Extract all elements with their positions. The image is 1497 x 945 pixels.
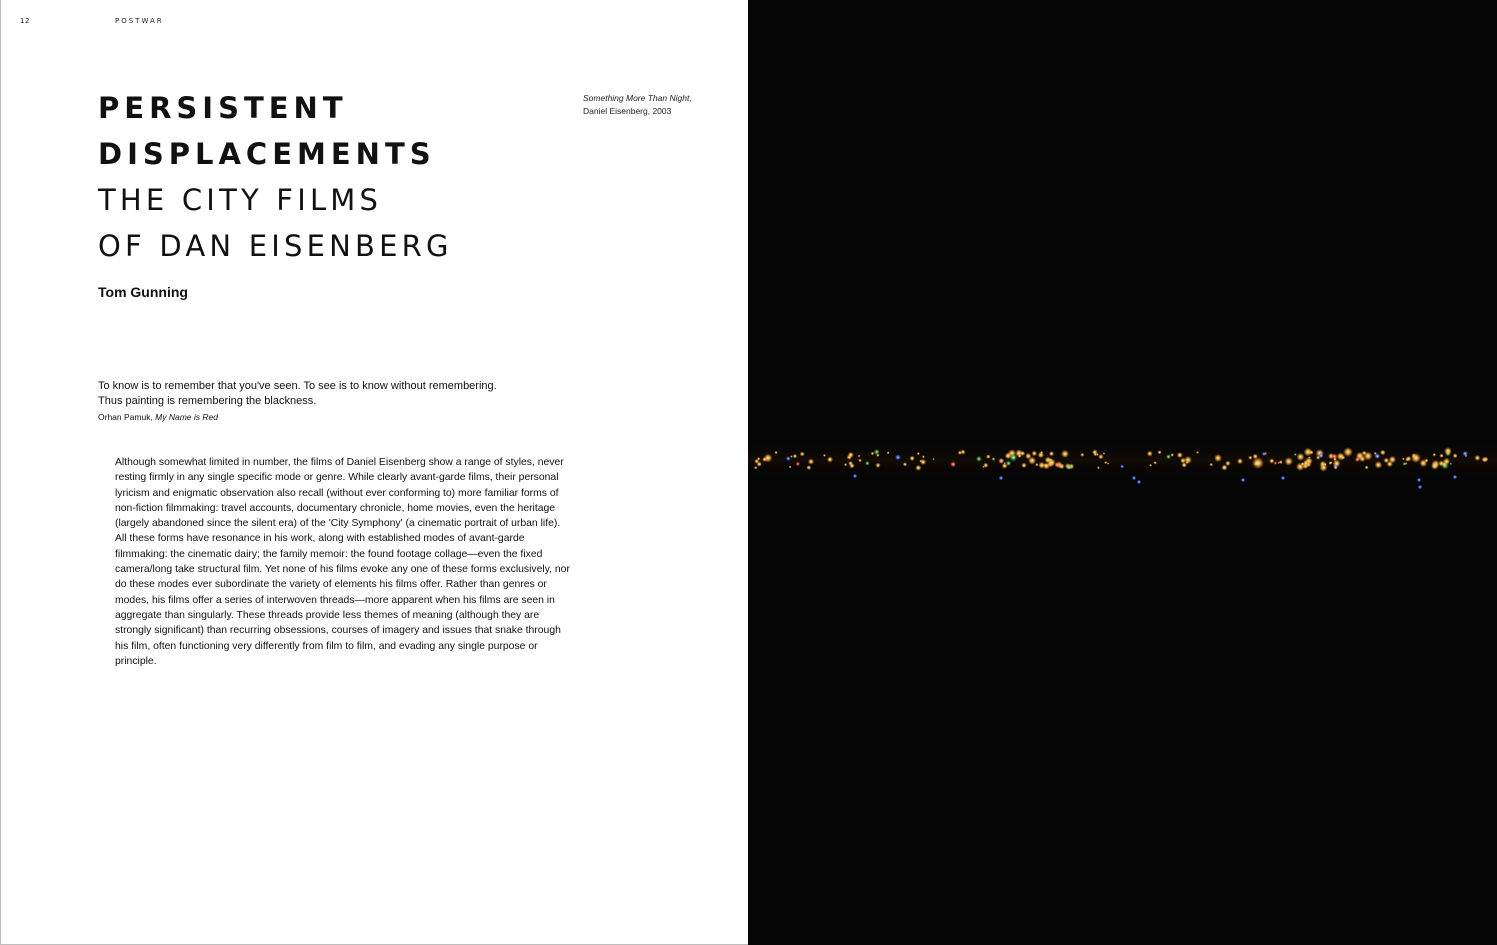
city-light <box>1031 451 1037 457</box>
city-light <box>1132 476 1137 481</box>
city-light <box>764 454 773 463</box>
city-light <box>1248 456 1252 460</box>
city-light <box>915 465 921 471</box>
city-light <box>991 457 995 461</box>
city-light <box>1137 480 1142 485</box>
city-light <box>774 451 777 454</box>
epigraph-work: My Name is Red <box>155 412 218 422</box>
city-light <box>1389 456 1397 464</box>
subtitle-line-2: OF DAN EISENBERG <box>98 229 453 263</box>
city-light <box>999 476 1004 481</box>
city-light <box>1269 458 1274 463</box>
city-light <box>1284 457 1293 466</box>
city-light <box>922 455 925 458</box>
city-light <box>808 459 814 465</box>
city-light <box>1453 453 1458 458</box>
city-light <box>1443 458 1450 465</box>
city-light <box>1154 461 1157 464</box>
city-light <box>754 466 757 469</box>
city-light <box>1433 453 1437 457</box>
image-caption <box>583 92 693 117</box>
caption-film-title: Something More Than Night <box>583 93 690 103</box>
city-light <box>1009 453 1018 462</box>
city-light <box>1364 452 1373 461</box>
city-light <box>1149 464 1152 467</box>
city-light <box>903 462 907 466</box>
city-light <box>1020 451 1025 456</box>
city-light <box>1214 454 1222 462</box>
city-light <box>1444 447 1452 455</box>
city-light <box>871 452 875 456</box>
city-light <box>950 461 956 467</box>
city-light <box>1308 456 1311 459</box>
city-light <box>998 458 1004 464</box>
city-light <box>1411 453 1421 463</box>
city-light <box>1439 454 1443 458</box>
city-light <box>1040 451 1043 454</box>
city-light <box>1177 452 1183 458</box>
city-light <box>1021 463 1027 469</box>
city-light <box>1061 450 1069 458</box>
city-light <box>1417 478 1422 483</box>
city-light <box>1431 462 1439 470</box>
city-light <box>1384 458 1390 464</box>
city-light <box>983 463 988 468</box>
city-light <box>786 456 791 461</box>
epigraph-source <box>98 412 218 422</box>
city-light <box>1324 463 1327 466</box>
city-light <box>844 463 847 466</box>
night-city-lights-photo <box>748 0 1497 945</box>
city-light <box>1104 461 1107 464</box>
city-light <box>874 449 880 455</box>
city-light <box>806 465 811 470</box>
city-light <box>800 452 805 457</box>
city-light <box>865 461 870 466</box>
city-light <box>789 466 792 469</box>
city-light <box>1318 453 1324 459</box>
city-light <box>1343 447 1353 457</box>
city-light <box>1424 459 1428 463</box>
city-light <box>1080 453 1084 457</box>
city-light <box>1097 466 1100 469</box>
article-title <box>98 85 558 269</box>
city-light <box>853 474 858 479</box>
city-light <box>1406 456 1412 462</box>
page-number: 12 <box>20 17 30 25</box>
city-light <box>1279 460 1283 464</box>
city-light <box>1376 455 1379 458</box>
city-light <box>910 456 915 461</box>
city-light <box>1054 462 1060 468</box>
epigraph-author: Orhan Pamuk, <box>98 412 156 422</box>
city-light <box>1107 462 1109 464</box>
city-light <box>796 462 801 467</box>
city-light <box>1380 450 1386 456</box>
city-light <box>754 459 759 464</box>
city-light <box>1365 466 1369 470</box>
right-page-photo <box>748 0 1497 945</box>
city-light <box>849 463 855 469</box>
city-light <box>1402 462 1406 466</box>
left-page <box>0 0 748 945</box>
city-light <box>1025 453 1031 459</box>
city-light <box>1170 453 1174 457</box>
city-light <box>1294 453 1297 456</box>
city-light <box>823 454 826 457</box>
city-light <box>1237 458 1243 464</box>
city-light <box>1262 452 1266 456</box>
city-light <box>827 456 833 462</box>
city-light <box>895 454 901 460</box>
title-line-1: PERSISTENT <box>98 91 348 125</box>
city-light <box>1092 449 1098 455</box>
city-light <box>1066 464 1072 470</box>
caption-credit: , Daniel Eisenberg, 2003 <box>583 93 692 116</box>
epigraph-quote: To know is to remember that you've seen. To see is to know without remembering. Thus painting is remembering the blackness. <box>98 380 497 407</box>
city-light <box>1004 462 1007 465</box>
city-light <box>1418 485 1423 490</box>
city-light <box>1402 458 1405 461</box>
city-light <box>1301 462 1305 466</box>
city-light <box>1049 451 1054 456</box>
city-light <box>1166 454 1171 459</box>
city-light <box>917 452 920 455</box>
city-light <box>1209 463 1213 467</box>
city-light <box>857 454 860 457</box>
subtitle-line-1: THE CITY FILMS <box>98 183 383 217</box>
city-light <box>1103 452 1106 455</box>
city-light <box>1482 457 1488 463</box>
city-light <box>1158 450 1162 454</box>
city-light <box>1296 453 1304 461</box>
city-light <box>1329 461 1333 465</box>
city-light <box>1252 457 1264 469</box>
city-light <box>1281 476 1286 481</box>
city-light <box>986 454 991 459</box>
city-light <box>1333 457 1337 461</box>
city-light <box>1453 475 1458 480</box>
city-light <box>1184 456 1192 464</box>
city-light <box>793 454 798 459</box>
running-head: POSTWAR <box>115 17 164 25</box>
city-light <box>1304 448 1313 457</box>
author-name: Tom Gunning <box>98 284 188 300</box>
city-light <box>1241 478 1246 483</box>
body-paragraph: Although somewhat limited in number, the films of Daniel Eisenberg show a range of styles, never resting firmly in any single specific mode or genre. While clearly avant-garde films, their personal lyricism and enigmatic observation also recall (without ever conforming to) more familiar forms of non-fiction filmmaking: travel accounts, documentary chronicle, home movies, even the heritage (largely abandoned since the silent era) of the 'City Symphony' (a cinematic portrait of urban life). All these forms have resonance in his work, along with established modes of avant-garde filmmaking: the cinematic dairy; the family memoir: the found footage collage—even the fixed camera/long take structural film. Yet none of his films evoke any one of these forms exclusively, nor do these modes ever subordinate the variety of elements his films offer. Rather than genres or modes, his films offer a series of interwoven threads—more apparent when his films are seen in aggregate than singularly. These threads provide less themes of meaning (although they are strongly significant) than recurring obsessions, courses of imagery and issues that snake through his film, often functioning very differently from film to film, and evading any single purpose or principle. <box>115 457 570 667</box>
city-light <box>858 459 862 463</box>
city-light <box>875 463 880 468</box>
city-light <box>1462 451 1468 457</box>
city-light <box>1035 463 1038 466</box>
city-light <box>1098 454 1103 459</box>
city-light <box>976 456 982 462</box>
city-light <box>1356 452 1364 460</box>
city-light <box>1474 455 1480 461</box>
city-light <box>848 452 854 458</box>
city-light <box>958 451 962 455</box>
city-light <box>1045 457 1052 464</box>
city-light <box>1196 451 1199 454</box>
city-light <box>1147 451 1153 457</box>
city-light <box>887 451 890 454</box>
city-light <box>790 455 793 458</box>
city-light <box>1120 464 1124 468</box>
title-line-2: DISPLACEMENTS <box>98 137 436 171</box>
city-light <box>919 460 922 463</box>
city-light <box>1225 461 1230 466</box>
city-light <box>1375 461 1383 469</box>
city-light <box>932 458 935 461</box>
